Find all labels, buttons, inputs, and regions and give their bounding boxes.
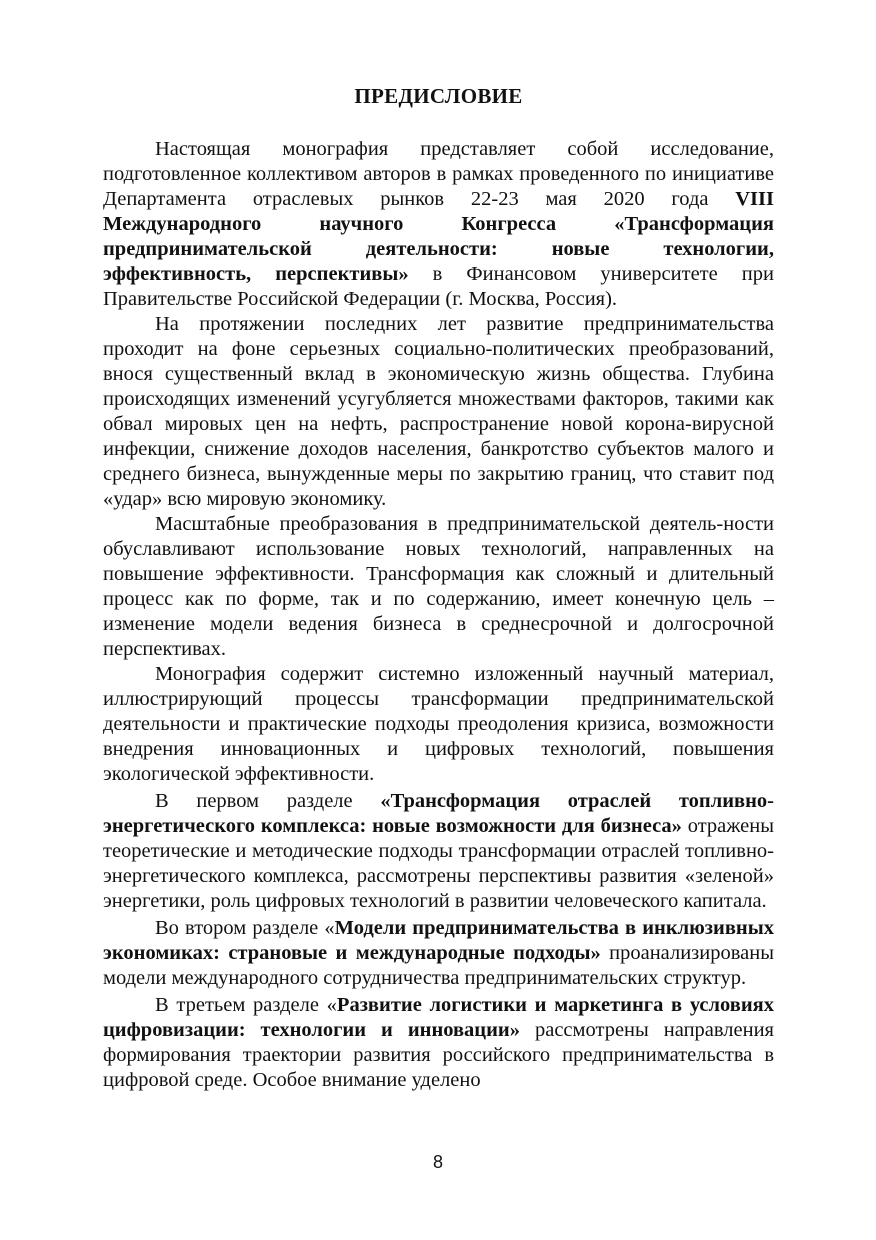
paragraph-transformations: Масштабные преобразования в предпринимательской деятель-ности обуславливают использование новых технологий, направленных на повышение эффективности. Трансформация как сложный и длительный процесс как по форме, так и по содержанию, имеет конечную цель – изменение модели ведения бизнеса в среднесрочной и долгосрочной перспективах. <box>103 513 774 660</box>
paragraph-monograph-content: Монография содержит системно изложенный научный материал, иллюстрирующий процессы трансформации предпринимательской деятельности и практические подходы преодоления кризиса, возможности внедрения инновационных и цифровых технологий, повышения экологической эффективности. <box>103 663 774 785</box>
paragraph-section-three <box>103 993 774 1093</box>
paragraph-context: На протяжении последних лет развитие предпринимательства проходит на фоне серьезных социально-политических преобразований, внося существенный вклад в экономическую жизнь общества. Глубина происходящих изменений усугубляется множествами факторов, такими как обвал мировых цен на нефть, распространение новой корона-вирусной инфекции, снижение доходов населения, банкротство субъектов малого и среднего бизнеса, вынужденные меры по закрытию границ, что ставит под «удар» всю мировую экономику. <box>103 313 774 510</box>
paragraph-text: рассмотрены направления формирования траектории развития российского предпринимательства в цифровой среде. Особое внимание уделено <box>103 1019 774 1091</box>
congress-title: VIII Международного научного Конгресса «Трансформация предпринимательской деятельности: новые технологии, эффективность, перспективы» <box>103 188 774 285</box>
paragraph-text: Настоящая монография представляет собой исследование, подготовленное коллективом авторов в рамках проведенного по инициативе Департамента отраслевых рынков 22-23 мая 2020 года <box>103 138 774 210</box>
paragraph-text: В первом разделе <box>155 790 381 812</box>
paragraph-text: в Финансовом университете при Правительстве Российской Федерации (г. Москва, Россия). <box>103 263 774 310</box>
paragraph-text: проанализированы модели международного сотрудничества предпринимательских структур. <box>103 942 774 989</box>
paragraph-section-one <box>103 789 774 914</box>
paragraph-text: Во втором разделе « <box>155 917 335 939</box>
paragraph-text: В третьем разделе « <box>155 994 337 1016</box>
section-three-title: Развитие логистики и маркетинга в условиях цифровизации: технологии и инновации» <box>103 994 774 1041</box>
paragraph-introduction <box>103 137 774 312</box>
page-title: ПРЕДИСЛОВИЕ <box>354 84 523 108</box>
page-number: 8 <box>432 1152 443 1172</box>
section-two-title: Модели предпринимательства в инклюзивных экономиках: страновые и международные подходы» <box>103 917 774 964</box>
paragraph-section-two <box>103 916 774 991</box>
paragraph-text: отражены теоретические и методические подходы трансформации отраслей топливно-энергетического комплекса, рассмотрены перспективы развития «зеленой» энергетики, роль цифровых технологий в развитии человеческого капитала. <box>103 815 774 912</box>
section-one-title: «Трансформация отраслей топливно-энергетического комплекса: новые возможности для бизнеса» <box>103 790 774 837</box>
document-page <box>103 84 774 1093</box>
